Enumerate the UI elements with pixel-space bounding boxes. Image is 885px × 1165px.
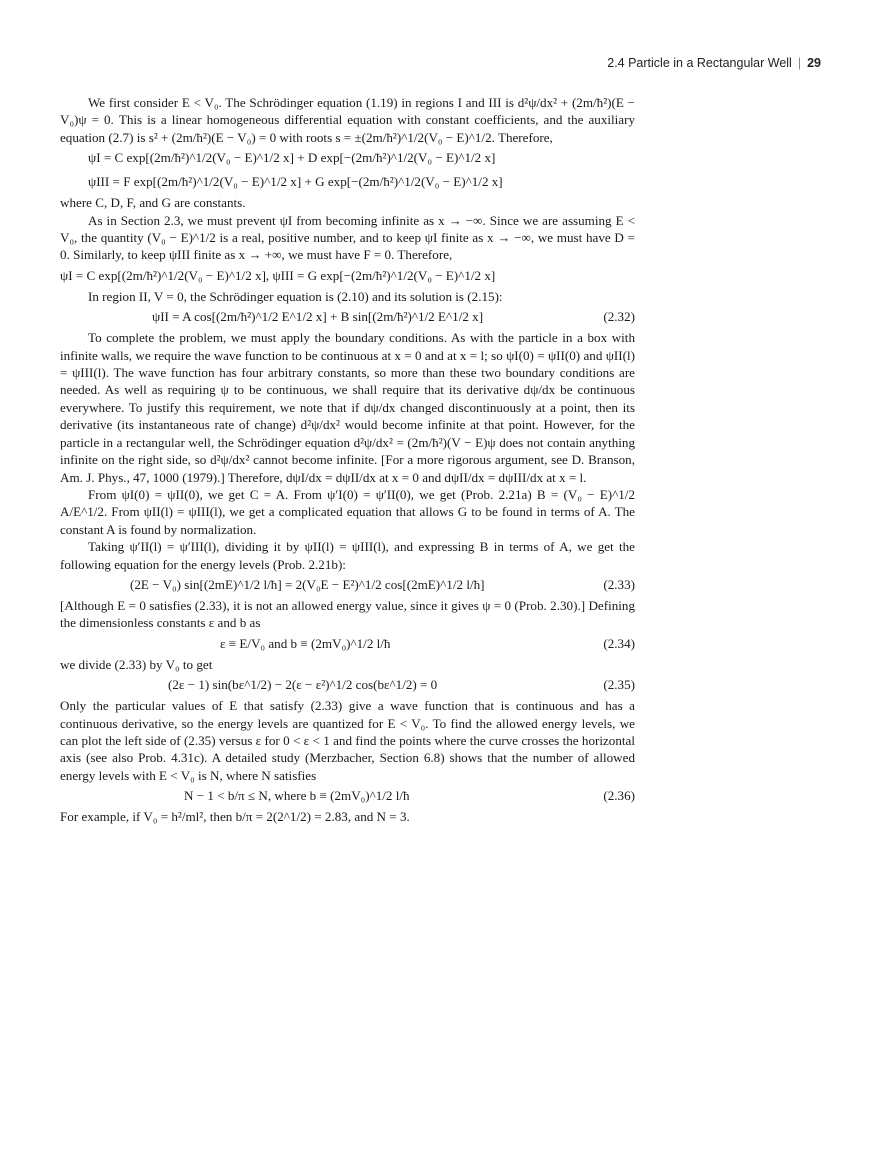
equation-expression: N − 1 < b/π ≤ N, where b ≡ (2mV₀)^1/2 l/ħ xyxy=(184,788,410,804)
equation-2-34 xyxy=(60,632,635,656)
equation-expression: (2ε − 1) sin(bε^1/2) − 2(ε − ε²)^1/2 cos(bε^1/2) = 0 xyxy=(168,677,438,693)
paragraph: For example, if V₀ = h²/ml², then b/π = 2(2^1/2) = 2.83, and N = 3. xyxy=(60,809,410,825)
section-title: 2.4 Particle in a Rectangular Well xyxy=(607,56,792,70)
equation-expression: (2E − V₀) sin[(2mE)^1/2 l/ħ] = 2(V₀E − E²)^1/2 cos[(2mE)^1/2 l/ħ] xyxy=(130,576,485,592)
equation-number: (2.35) xyxy=(603,677,635,693)
header-separator: | xyxy=(797,56,802,70)
equation-number: (2.32) xyxy=(603,309,635,325)
equation-expression: ψI = C exp[(2m/ħ²)^1/2(V₀ − E)^1/2 x], ψIII = G exp[−(2m/ħ²)^1/2(V₀ − E)^1/2 x] xyxy=(60,267,496,283)
equation-psi-iii-general xyxy=(60,170,635,194)
paragraph: We first consider E < V₀. The Schrödinger equation (1.19) in regions I and III is d²ψ/dx² + (2m/ħ²)(E − V₀)ψ = 0. This is a linear homogeneous differential equation with constant coefficients, and the auxiliary equation (2.7) is s² + (2m/ħ²)(E − V₀) = 0 with roots s = ±(2m/ħ²)^1/2(V₀ − E)^1/2. Therefore, xyxy=(60,95,635,145)
equation-psi-i-general xyxy=(60,146,635,170)
running-header xyxy=(607,56,821,70)
page-number: 29 xyxy=(807,56,821,70)
equation-number: (2.33) xyxy=(603,576,635,592)
paragraph: [Although E = 0 satisfies (2.33), it is not an allowed energy value, since it gives ψ = 0 (Prob. 2.30).] Defining the dimensionless constants ε and b as xyxy=(60,597,635,631)
equation-2-33 xyxy=(60,573,635,597)
equation-2-35 xyxy=(60,673,635,697)
paragraph: Taking ψ′II(l) = ψ′III(l), dividing it by ψII(l) = ψIII(l), and expressing B in terms of A, we get the following equation for the energy levels (Prob. 2.21b): xyxy=(60,539,635,572)
equation-expression: ψI = C exp[(2m/ħ²)^1/2(V₀ − E)^1/2 x] + D exp[−(2m/ħ²)^1/2(V₀ − E)^1/2 x] xyxy=(88,150,496,166)
paragraph: As in Section 2.3, we must prevent ψI from becoming infinite as x → −∞. Since we are assuming E < V₀, the quantity (V₀ − E)^1/2 is a real, positive number, and to keep ψI finite as x → −∞, we must have D = 0. Similarly, to keep ψIII finite as x → +∞, we must have F = 0. Therefore, xyxy=(60,212,635,263)
paragraph: In region II, V = 0, the Schrödinger equation is (2.10) and its solution is (2.15): xyxy=(88,288,503,304)
equation-number: (2.36) xyxy=(603,788,635,804)
paragraph: To complete the problem, we must apply the boundary conditions. As with the particle in a box with infinite walls, we require the wave function to be continuous at x = 0 and at x = l; so ψI(0) = ψII(0) and ψII(l) = ψIII(l). The wave function has four arbitrary constants, so more than these two boundary conditions are needed. As well as requiring ψ to be continuous, we shall require that its derivative dψ/dx be continuous everywhere. To justify this requirement, we note that if dψ/dx changed discontinuously at a point, then its derivative (its instantaneous rate of change) d²ψ/dx² would become infinite at that point. However, for the particle in a rectangular well, the Schrödinger equation d²ψ/dx² = (2m/ħ²)(V − E)ψ does not contain anything infinite on the right side, so d²ψ/dx² cannot become infinite. [For a more rigorous argument, see D. Branson, Am. J. Phys., 47, 1000 (1979).] Therefore, dψI/dx = dψII/dx at x = 0 and dψII/dx = dψIII/dx at x = l. xyxy=(60,330,635,485)
equation-expression: ψIII = F exp[(2m/ħ²)^1/2(V₀ − E)^1/2 x] + G exp[−(2m/ħ²)^1/2(V₀ − E)^1/2 x] xyxy=(88,174,503,190)
equation-2-32 xyxy=(60,305,635,329)
equation-number: (2.34) xyxy=(603,635,635,651)
page-body xyxy=(60,94,635,826)
paragraph: Only the particular values of E that satisfy (2.33) give a wave function that is continuous and has a continuous derivative, so the energy levels are quantized for E < V₀. To find the allowed energy levels, we can plot the left side of (2.35) versus ε for 0 < ε < 1 and find the points where the curve crosses the horizontal axis (see also Prob. 4.31c). A detailed study (Merzbacher, Section 6.8) shows that the number of allowed energy levels with E < V₀ is N, where N satisfies xyxy=(60,698,635,783)
equation-reduced xyxy=(60,264,635,288)
equation-expression: ε ≡ E/V₀ and b ≡ (2mV₀)^1/2 l/ħ xyxy=(220,635,391,651)
paragraph: we divide (2.33) by V₀ to get xyxy=(60,656,213,672)
equation-2-36 xyxy=(60,784,635,808)
paragraph: where C, D, F, and G are constants. xyxy=(60,195,246,211)
paragraph: From ψI(0) = ψII(0), we get C = A. From ψ′I(0) = ψ′II(0), we get (Prob. 2.21a) B = (V₀ − E)^1/2 A/E^1/2. From ψII(l) = ψIII(l), we get a complicated equation that allows G to be found in terms of A. The constant A is found by normalization. xyxy=(60,486,635,537)
equation-expression: ψII = A cos[(2m/ħ²)^1/2 E^1/2 x] + B sin[(2m/ħ²)^1/2 E^1/2 x] xyxy=(152,309,484,325)
